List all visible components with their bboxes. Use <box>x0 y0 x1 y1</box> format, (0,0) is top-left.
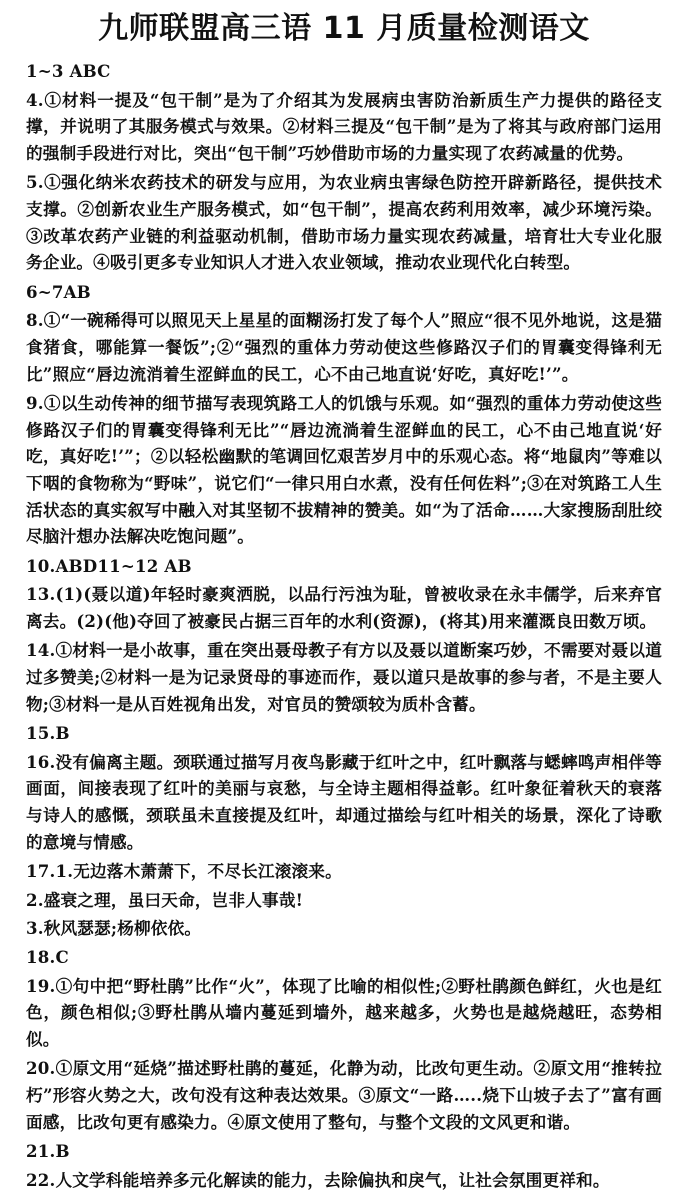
answer-item: 20.①原文用“延烧”描述野杜鹃的蔓延，化静为动，比改句更生动。②原文用“推转拉朽”形容火势之大，改句没有这种表达效果。③原文“一路…..烧下山坡子去了”富有画面感，比改句更有感染力。④原文使用了整句，与整个文段的文风更和谐。 <box>26 1058 662 1132</box>
answer-item: 3.秋风瑟瑟;杨柳依依。 <box>26 918 202 939</box>
answer-item: 5.①强化纳米农药技术的研发与应用，为农业病虫害绿色防控开辟新路径，提供技术支撑。②创新农业生产服务模式，如“包干制”，提高农药利用效率，减少环境污染。③改革农药产业链的利益驱动机制，借助市场力量实现农药减量，培育壮大专业化服务企业。④吸引更多专业知识人才进入农业领域，推动农业现代化白转型。 <box>26 172 662 273</box>
answer-item: 8.①“一碗稀得可以照见天上星星的面糊汤打发了每个人”照应“很不见外地说，这是猫食猪食，哪能算一餐饭”;②“强烈的重体力劳动使这些修路汉子们的胃囊变得锋利无比”照应“唇边流消着生涩鲜血的民工，心不由己地直说‘好吃，真好吃!’”。 <box>26 310 662 384</box>
answer-item: 22.人文学科能培养多元化解读的能力，去除偏执和戾气，让社会氛围更祥和。 <box>26 1169 610 1190</box>
answer-item: 1~3 ABC <box>26 61 111 81</box>
answer-item: 18.C <box>26 947 69 967</box>
answer-item: 10.ABD11~12 AB <box>26 555 192 576</box>
answer-item: 9.①以生动传神的细节描写表现筑路工人的饥饿与乐观。如“强烈的重体力劳动使这些修路汉子们的胃囊变得锋利无比”“唇边流淌着生涩鲜血的民工，心不由己地直说‘好吃，真好吃!’”；②以轻松幽默的笔调回忆艰苦岁月中的乐观心态。将“地鼠肉”等难以下咽的食物称为“野味”，说它们“一律只用白水煮，没有任何佐料”;③在对筑路工人生活状态的真实叙写中融入对其坚韧不拔精神的赞美。如“为了活命……大家搜肠刮肚绞尽脑汁想办法解决吃饱问题”。 <box>26 393 662 547</box>
answer-item: 16.没有偏离主题。颈联通过描写月夜鸟影藏于红叶之中，红叶飘落与蟋蟀鸣声相伴等画面，间接表现了红叶的美丽与哀愁，与全诗主题相得益彰。红叶象征着秋天的衰落与诗人的感慨，颈联虽未直接提及红叶，却通过描绘与红叶相关的场景，深化了诗歌的意境与情感。 <box>26 751 662 852</box>
answer-item: 4.①材料一提及“包干制”是为了介绍其为发展病虫害防治新质生产力提供的路径支撑，并说明了其服务模式与效果。②材料三提及“包干制”是为了将其与政府部门运用的强制手段进行对比，突出“包干制”巧妙借助市场的力量实现了农药减量的优势。 <box>26 89 662 163</box>
page-title: 九师联盟高三语 11 月质量检测语文 <box>98 11 590 46</box>
answer-list <box>26 58 662 1193</box>
answer-item: 19.①句中把“野杜鹃”比作“火”，体现了比喻的相似性;②野杜鹃颜色鲜红，火也是红色，颜色相似;③野杜鹃从墙内蔓延到墙外，越来越多，火势也是越烧越旺，态势相似。 <box>26 975 662 1049</box>
answer-item: 17.1.无边落木萧萧下，不尽长江滚滚来。 <box>26 861 342 882</box>
answer-item: 15.B <box>26 723 70 744</box>
answer-item: 14.①材料一是小故事，重在突出聂母教子有方以及聂以道断案巧妙，不需要对聂以道过多赞美;②材料一是为记录贤母的事迹而作，聂以道只是故事的参与者，不是主要人物;③材料一是从百姓视角出发，对官员的赞颂较为质朴含蓄。 <box>26 640 662 714</box>
answer-item: 21.B <box>26 1141 70 1162</box>
answer-item: 6~7AB <box>26 281 91 302</box>
answer-item: 13.(1)(聂以道)年轻时豪爽洒脱，以品行污浊为耻，曾被收录在永丰儒学，后来弃官离去。(2)(他)夺回了被豪民占据三百年的水利(资源)，(将其)用来灌溉良田数万顷。 <box>26 584 662 631</box>
answer-item: 2.盛衰之理，虽曰天命，岂非人事哉! <box>26 889 304 910</box>
